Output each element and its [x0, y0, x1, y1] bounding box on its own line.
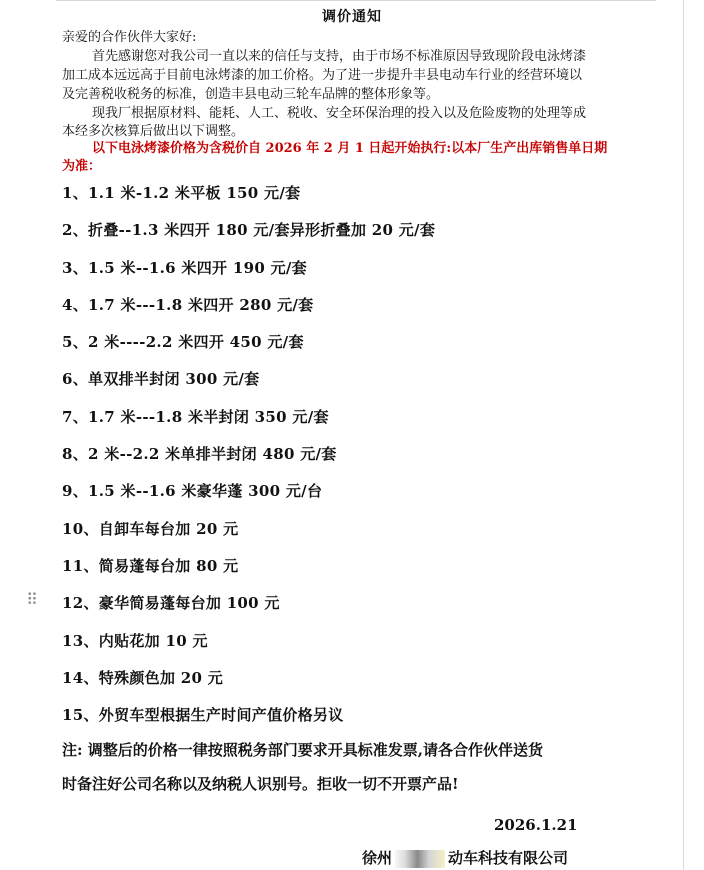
intro-line-5: 本经多次核算后做出以下调整。	[62, 124, 245, 139]
price-item-4: 4、1.7 米---1.8 米四开 280 元/套	[62, 295, 314, 314]
price-item-2: 2、折叠--1.3 米四开 180 元/套异形折叠加 20 元/套	[62, 221, 436, 240]
company-name	[362, 846, 568, 870]
document-date: 2026.1.21	[494, 816, 578, 834]
notice-line-2: 为准：	[62, 159, 102, 174]
price-item-6: 6、单双排半封闭 300 元/套	[62, 370, 260, 389]
note-line-1: 注: 调整后的价格一律按照税务部门要求开具标准发票,请各合作伙伴送货	[62, 741, 543, 759]
price-item-13: 13、内贴花加 10 元	[62, 631, 208, 650]
price-item-7: 7、1.7 米---1.8 米半封闭 350 元/套	[62, 407, 329, 426]
price-item-9: 9、1.5 米--1.6 米豪华蓬 300 元/台	[62, 482, 323, 501]
intro-line-4: 现我厂根据原材料、能耗、人工、税收、安全环保治理的投入以及危险废物的处理等成	[92, 106, 587, 121]
price-item-3: 3、1.5 米--1.6 米四开 190 元/套	[62, 258, 307, 277]
note-line-2: 时备注好公司名称以及纳税人识别号。拒收一切不开票产品!	[62, 775, 459, 793]
price-item-8: 8、2 米--2.2 米单排半封闭 480 元/套	[62, 445, 337, 464]
price-item-11: 11、简易蓬每台加 80 元	[62, 556, 239, 575]
redaction-mark	[395, 850, 445, 868]
greeting-line: 亲爱的合作伙伴大家好:	[62, 30, 197, 45]
price-item-10: 10、自卸车每台加 20 元	[62, 519, 239, 538]
page-edge	[683, 0, 684, 870]
price-item-5: 5、2 米----2.2 米四开 450 元/套	[62, 333, 304, 352]
company-suffix: 动车科技有限公司	[448, 849, 569, 867]
price-list	[62, 179, 672, 738]
price-item-12: 12、豪华简易蓬每台加 100 元	[62, 594, 280, 613]
top-rule	[56, 0, 656, 1]
intro-line-2: 加工成本远远高于目前电泳烤漆的加工价格。为了进一步提升丰县电动车行业的经营环境以	[62, 68, 583, 83]
price-item-15: 15、外贸车型根据生产时间产值价格另议	[62, 706, 344, 725]
drag-handle-icon[interactable]: ⠿	[26, 590, 38, 609]
intro-line-1: 首先感谢您对我公司一直以来的信任与支持，由于市场不标准原因导致现阶段电泳烤漆	[92, 49, 587, 64]
company-prefix: 徐州	[362, 849, 393, 867]
price-item-14: 14、特殊颜色加 20 元	[62, 668, 224, 687]
intro-line-3: 及完善税收税务的标准，创造丰县电动三轮车品牌的整体形象等。	[62, 87, 440, 102]
notice-line-1: 以下电泳烤漆价格为含税价自 2026 年 2 月 1 日起开始执行:以本厂生产出库销售单日期	[92, 141, 608, 156]
document-title: 调价通知	[322, 9, 382, 25]
price-item-1: 1、1.1 米-1.2 米平板 150 元/套	[62, 184, 301, 202]
